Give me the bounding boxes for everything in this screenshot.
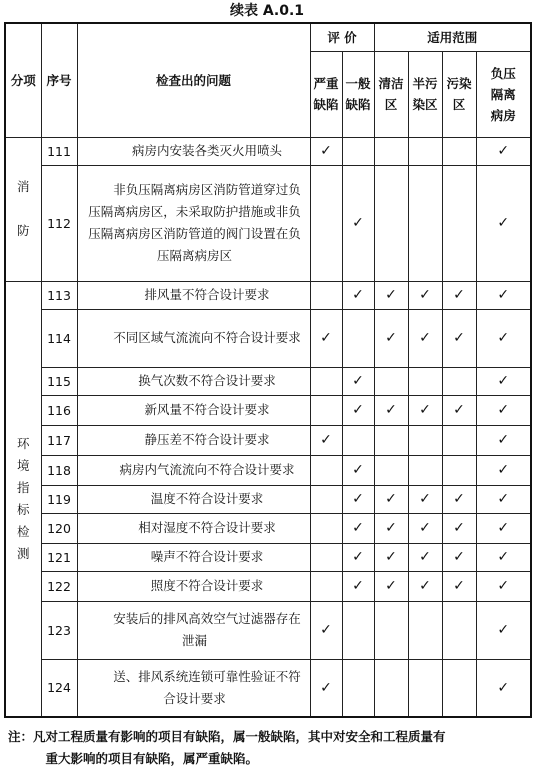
check-cell-serious <box>310 543 342 571</box>
check-mark-icon: ✓ <box>352 462 364 478</box>
footnote <box>8 726 528 770</box>
row-number: 119 <box>41 485 77 513</box>
check-cell-clean <box>374 659 408 717</box>
check-cell-semi <box>408 571 442 601</box>
check-mark-icon: ✓ <box>453 578 465 594</box>
check-mark-icon: ✓ <box>453 520 465 536</box>
check-cell-semi <box>408 659 442 717</box>
check-cell-polluted <box>442 137 476 165</box>
check-cell-serious <box>310 137 342 165</box>
check-mark-icon: ✓ <box>320 143 332 159</box>
check-mark-icon: ✓ <box>497 578 510 594</box>
check-cell-serious <box>310 281 342 309</box>
check-cell-negative <box>476 395 531 425</box>
check-cell-negative <box>476 367 531 395</box>
footnote-line-2: 重大影响的项目有缺陷，属严重缺陷。 <box>45 751 259 766</box>
row-number: 116 <box>41 395 77 425</box>
footnote-line-1: 注：凡对工程质量有影响的项目有缺陷，属一般缺陷，其中对安全和工程质量有 <box>8 729 446 744</box>
issue-text: 新风量不符合设计要求 <box>77 395 310 425</box>
check-mark-icon: ✓ <box>352 402 364 418</box>
check-cell-serious <box>310 395 342 425</box>
check-mark-icon: ✓ <box>385 578 397 594</box>
check-cell-general <box>342 425 374 455</box>
check-mark-icon: ✓ <box>497 402 510 418</box>
check-cell-clean <box>374 165 408 281</box>
issue-text: 安装后的排风高效空气过滤器存在泄漏 <box>77 601 310 659</box>
table-row <box>5 601 531 659</box>
category-cell <box>5 281 41 717</box>
check-mark-icon: ✓ <box>352 215 364 231</box>
check-mark-icon: ✓ <box>320 432 332 448</box>
category-label: 环境指标检测 <box>16 435 30 561</box>
check-cell-polluted <box>442 659 476 717</box>
check-cell-negative <box>476 601 531 659</box>
check-cell-clean <box>374 309 408 367</box>
check-cell-general <box>342 571 374 601</box>
check-mark-icon: ✓ <box>352 578 364 594</box>
check-cell-polluted <box>442 309 476 367</box>
check-cell-clean <box>374 425 408 455</box>
check-cell-semi <box>408 455 442 485</box>
check-cell-negative <box>476 659 531 717</box>
issue-text: 换气次数不符合设计要求 <box>77 367 310 395</box>
header-evaluation: 评 价 <box>310 23 374 51</box>
check-cell-negative <box>476 137 531 165</box>
check-mark-icon: ✓ <box>497 622 510 638</box>
check-cell-semi <box>408 395 442 425</box>
check-mark-icon: ✓ <box>497 432 510 448</box>
check-cell-negative <box>476 571 531 601</box>
issue-text: 排风量不符合设计要求 <box>77 281 310 309</box>
check-cell-polluted <box>442 485 476 513</box>
check-mark-icon: ✓ <box>320 622 332 638</box>
row-number: 121 <box>41 543 77 571</box>
check-cell-semi <box>408 137 442 165</box>
check-cell-clean <box>374 281 408 309</box>
check-cell-negative <box>476 485 531 513</box>
issue-text: 不同区域气流流向不符合设计要求 <box>77 309 310 367</box>
check-cell-polluted <box>442 513 476 543</box>
row-number: 123 <box>41 601 77 659</box>
issue-text: 相对湿度不符合设计要求 <box>77 513 310 543</box>
check-mark-icon: ✓ <box>419 287 431 303</box>
check-cell-negative <box>476 281 531 309</box>
check-cell-serious <box>310 601 342 659</box>
check-mark-icon: ✓ <box>497 373 510 389</box>
check-cell-polluted <box>442 367 476 395</box>
check-cell-serious <box>310 165 342 281</box>
check-cell-polluted <box>442 543 476 571</box>
row-number: 112 <box>41 165 77 281</box>
check-cell-clean <box>374 455 408 485</box>
row-number: 111 <box>41 137 77 165</box>
header-negative-pressure-ward: 负压隔离病房 <box>476 51 531 137</box>
check-cell-semi <box>408 543 442 571</box>
check-mark-icon: ✓ <box>453 491 465 507</box>
check-cell-semi <box>408 601 442 659</box>
check-mark-icon: ✓ <box>385 520 397 536</box>
check-cell-negative <box>476 543 531 571</box>
check-mark-icon: ✓ <box>497 462 510 478</box>
check-cell-clean <box>374 395 408 425</box>
check-cell-general <box>342 137 374 165</box>
table-row <box>5 165 531 281</box>
check-mark-icon: ✓ <box>385 402 397 418</box>
check-cell-general <box>342 485 374 513</box>
check-mark-icon: ✓ <box>320 330 332 346</box>
row-number: 113 <box>41 281 77 309</box>
check-cell-negative <box>476 309 531 367</box>
check-mark-icon: ✓ <box>453 287 465 303</box>
table-body <box>5 137 531 717</box>
check-mark-icon: ✓ <box>419 330 431 346</box>
inspection-table <box>4 22 532 718</box>
table-title: 续表 A.0.1 <box>229 3 305 19</box>
check-cell-serious <box>310 425 342 455</box>
check-cell-semi <box>408 485 442 513</box>
check-mark-icon: ✓ <box>352 520 364 536</box>
check-cell-general <box>342 281 374 309</box>
check-mark-icon: ✓ <box>497 143 510 159</box>
check-mark-icon: ✓ <box>419 549 431 565</box>
check-mark-icon: ✓ <box>352 287 364 303</box>
check-mark-icon: ✓ <box>385 491 397 507</box>
table-row <box>5 455 531 485</box>
check-cell-clean <box>374 543 408 571</box>
table-row <box>5 309 531 367</box>
row-number: 118 <box>41 455 77 485</box>
check-mark-icon: ✓ <box>497 491 510 507</box>
header-category: 分项 <box>5 23 41 137</box>
issue-text: 病房内安装各类灭火用喷头 <box>77 137 310 165</box>
table-row <box>5 543 531 571</box>
issue-text: 温度不符合设计要求 <box>77 485 310 513</box>
header-general-defect: 一般缺陷 <box>342 51 374 137</box>
issue-text: 送、排风系统连锁可靠性验证不符合设计要求 <box>77 659 310 717</box>
check-cell-semi <box>408 513 442 543</box>
check-cell-general <box>342 543 374 571</box>
check-mark-icon: ✓ <box>419 491 431 507</box>
table-row <box>5 485 531 513</box>
table-row <box>5 659 531 717</box>
check-cell-serious <box>310 513 342 543</box>
check-mark-icon: ✓ <box>453 549 465 565</box>
check-cell-clean <box>374 485 408 513</box>
check-mark-icon: ✓ <box>352 373 364 389</box>
header-polluted-zone: 污染区 <box>442 51 476 137</box>
check-mark-icon: ✓ <box>419 520 431 536</box>
check-cell-negative <box>476 455 531 485</box>
check-cell-semi <box>408 425 442 455</box>
check-cell-general <box>342 601 374 659</box>
row-number: 120 <box>41 513 77 543</box>
check-cell-polluted <box>442 455 476 485</box>
check-cell-serious <box>310 659 342 717</box>
check-mark-icon: ✓ <box>453 402 465 418</box>
check-mark-icon: ✓ <box>497 215 510 231</box>
check-mark-icon: ✓ <box>497 330 510 346</box>
check-cell-serious <box>310 455 342 485</box>
check-cell-clean <box>374 367 408 395</box>
check-mark-icon: ✓ <box>497 549 510 565</box>
check-cell-clean <box>374 571 408 601</box>
check-mark-icon: ✓ <box>352 549 364 565</box>
header-scope: 适用范围 <box>374 23 531 51</box>
check-cell-polluted <box>442 571 476 601</box>
check-cell-semi <box>408 309 442 367</box>
header-issue: 检查出的问题 <box>77 23 310 137</box>
check-cell-clean <box>374 601 408 659</box>
check-mark-icon: ✓ <box>419 578 431 594</box>
check-cell-polluted <box>442 601 476 659</box>
check-mark-icon: ✓ <box>352 491 364 507</box>
check-cell-negative <box>476 425 531 455</box>
check-mark-icon: ✓ <box>497 679 510 696</box>
check-cell-serious <box>310 485 342 513</box>
row-number: 115 <box>41 367 77 395</box>
header-semi-polluted-zone: 半污染区 <box>408 51 442 137</box>
check-mark-icon: ✓ <box>385 330 397 346</box>
header-serious-defect: 严重缺陷 <box>310 51 342 137</box>
check-mark-icon: ✓ <box>320 679 332 696</box>
check-mark-icon: ✓ <box>385 549 397 565</box>
check-cell-general <box>342 659 374 717</box>
check-cell-polluted <box>442 165 476 281</box>
check-cell-semi <box>408 281 442 309</box>
row-number: 124 <box>41 659 77 717</box>
check-cell-polluted <box>442 395 476 425</box>
check-cell-general <box>342 395 374 425</box>
row-number: 114 <box>41 309 77 367</box>
check-cell-general <box>342 367 374 395</box>
table-row <box>5 571 531 601</box>
check-cell-clean <box>374 513 408 543</box>
row-number: 117 <box>41 425 77 455</box>
category-cell <box>5 137 41 281</box>
check-cell-serious <box>310 309 342 367</box>
table-header <box>5 23 531 137</box>
check-cell-negative <box>476 165 531 281</box>
check-cell-negative <box>476 513 531 543</box>
check-cell-general <box>342 513 374 543</box>
header-clean-zone: 清洁区 <box>374 51 408 137</box>
issue-text: 非负压隔离病房区消防管道穿过负压隔离病房区，未采取防护措施或非负压隔离病房区消防管道的阀门设置在负压隔离病房区 <box>77 165 310 281</box>
check-cell-serious <box>310 367 342 395</box>
table-row <box>5 367 531 395</box>
table-row <box>5 425 531 455</box>
check-cell-clean <box>374 137 408 165</box>
check-cell-semi <box>408 367 442 395</box>
issue-text: 静压差不符合设计要求 <box>77 425 310 455</box>
issue-text: 病房内气流流向不符合设计要求 <box>77 455 310 485</box>
table-row <box>5 395 531 425</box>
check-mark-icon: ✓ <box>497 520 510 536</box>
check-cell-general <box>342 165 374 281</box>
check-cell-semi <box>408 165 442 281</box>
check-cell-general <box>342 309 374 367</box>
table-row <box>5 281 531 309</box>
check-mark-icon: ✓ <box>497 287 510 303</box>
check-mark-icon: ✓ <box>385 287 397 303</box>
issue-text: 照度不符合设计要求 <box>77 571 310 601</box>
check-cell-serious <box>310 571 342 601</box>
table-row <box>5 513 531 543</box>
check-mark-icon: ✓ <box>419 402 431 418</box>
header-number: 序号 <box>41 23 77 137</box>
table-row <box>5 137 531 165</box>
check-mark-icon: ✓ <box>453 330 465 346</box>
check-cell-polluted <box>442 425 476 455</box>
category-label: 消防 <box>16 179 30 238</box>
check-cell-general <box>342 455 374 485</box>
check-cell-polluted <box>442 281 476 309</box>
issue-text: 噪声不符合设计要求 <box>77 543 310 571</box>
row-number: 122 <box>41 571 77 601</box>
